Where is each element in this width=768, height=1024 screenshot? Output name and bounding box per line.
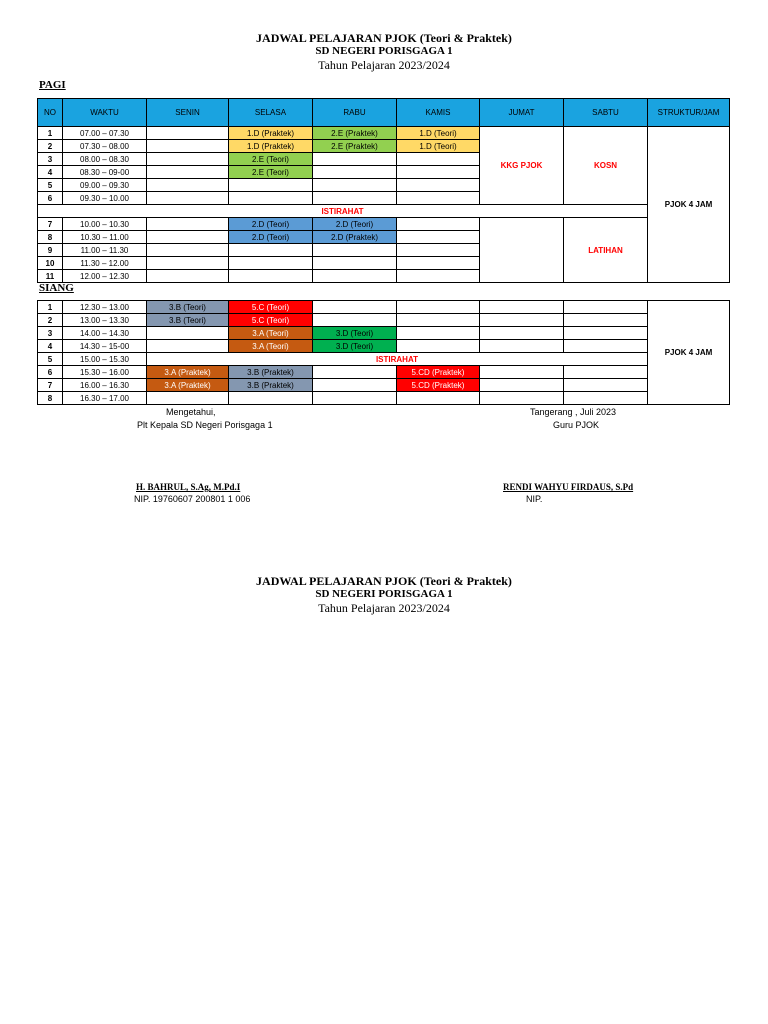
break-label: ISTIRAHAT [147,353,648,366]
cell-kamis [397,179,480,192]
cell-kamis [397,270,480,283]
header-no: NO [38,99,63,127]
cell-rabu [313,392,397,405]
cell-selasa [229,392,313,405]
cell-senin [147,192,229,205]
table-row [38,379,730,392]
row-time: 10.30 – 11.00 [63,231,147,244]
cell-struktur: PJOK 4 JAM [648,127,730,283]
cell-senin [147,270,229,283]
cell-sabtu [564,340,648,353]
row-time: 07.00 – 07.30 [63,127,147,140]
cell-selasa: 3.A (Teori) [229,340,313,353]
row-no: 8 [38,231,63,244]
cell-kamis [397,153,480,166]
row-time: 10.00 – 10.30 [63,218,147,231]
cell-selasa [229,244,313,257]
cell-selasa [229,179,313,192]
section-label-pagi: PAGI [39,79,66,91]
cell-kamis: 5.CD (Praktek) [397,379,480,392]
cell-rabu [313,379,397,392]
header-waktu: WAKTU [63,99,147,127]
cell-kamis [397,192,480,205]
table-row [38,366,730,379]
row-no: 10 [38,257,63,270]
cell-selasa [229,257,313,270]
sig-right-name: RENDI WAHYU FIRDAUS, S.Pd [503,482,634,492]
row-time: 08.30 – 09-00 [63,166,147,179]
cell-kamis [397,392,480,405]
row-time: 13.00 – 13.30 [63,314,147,327]
cell-selasa: 2.D (Teori) [229,218,313,231]
cell-selasa: 5.C (Teori) [229,314,313,327]
cell-rabu [313,153,397,166]
cell-jumat [480,366,564,379]
table-row [38,340,730,353]
header-kamis: KAMIS [397,99,480,127]
cell-rabu: 3.D (Teori) [313,327,397,340]
sig-left-line2: Plt Kepala SD Negeri Porisgaga 1 [137,420,273,430]
row-no: 1 [38,301,63,314]
sig-left-name: H. BAHRUL, S.Ag, M.Pd.I [136,482,241,492]
sig-left-nip: NIP. 19760607 200801 1 006 [134,494,251,504]
cell-senin [147,231,229,244]
cell-senin [147,392,229,405]
cell-kamis [397,257,480,270]
row-no: 3 [38,327,63,340]
cell-rabu [313,366,397,379]
row-time: 16.00 – 16.30 [63,379,147,392]
sig-left-line1: Mengetahui, [166,407,216,417]
cell-selasa: 2.D (Teori) [229,231,313,244]
row-time: 11.00 – 11.30 [63,244,147,257]
cell-senin [147,140,229,153]
cell-kamis [397,340,480,353]
cell-kamis: 5.CD (Praktek) [397,366,480,379]
row-no: 9 [38,244,63,257]
document-title: JADWAL PELAJARAN PJOK (Teori & Praktek) [256,31,512,45]
sig-right-line2: Guru PJOK [553,420,600,430]
cell-sabtu [564,327,648,340]
cell-rabu [313,270,397,283]
cell-senin [147,257,229,270]
cell-senin [147,327,229,340]
cell-kamis [397,244,480,257]
break-row [38,205,730,218]
cell-jumat-kkg: KKG PJOK [480,127,564,205]
cell-selasa: 3.A (Teori) [229,327,313,340]
header-struktur: STRUKTUR/JAM [648,99,730,127]
document-title-2: JADWAL PELAJARAN PJOK (Teori & Praktek) [256,574,512,588]
school-name: SD NEGERI PORISGAGA 1 [315,45,453,57]
header-rabu: RABU [313,99,397,127]
cell-senin [147,153,229,166]
document-header-2 [0,574,768,615]
cell-rabu [313,166,397,179]
cell-rabu [313,192,397,205]
row-no: 1 [38,127,63,140]
cell-senin [147,340,229,353]
cell-selasa [229,192,313,205]
cell-selasa: 5.C (Teori) [229,301,313,314]
cell-kamis: 1.D (Teori) [397,127,480,140]
cell-senin: 3.B (Teori) [147,314,229,327]
cell-selasa: 1.D (Praktek) [229,140,313,153]
cell-jumat [480,379,564,392]
cell-sabtu [564,366,648,379]
cell-kamis [397,218,480,231]
row-time: 12.00 – 12.30 [63,270,147,283]
cell-selasa: 1.D (Praktek) [229,127,313,140]
cell-kamis [397,327,480,340]
row-time: 16.30 – 17.00 [63,392,147,405]
cell-senin [147,218,229,231]
cell-senin: 3.B (Teori) [147,301,229,314]
row-no: 6 [38,192,63,205]
row-no: 8 [38,392,63,405]
cell-rabu: 2.D (Praktek) [313,231,397,244]
cell-kamis [397,301,480,314]
cell-jumat [480,392,564,405]
row-no: 7 [38,379,63,392]
row-no: 2 [38,140,63,153]
cell-rabu: 3.D (Teori) [313,340,397,353]
document-header [0,31,768,72]
cell-rabu [313,257,397,270]
cell-jumat [480,301,564,314]
cell-jumat [480,218,564,283]
break-row [38,353,730,366]
cell-senin [147,244,229,257]
row-no: 4 [38,340,63,353]
cell-rabu [313,301,397,314]
section-label-siang: SIANG [39,282,74,294]
cell-selasa: 3.B (Praktek) [229,366,313,379]
academic-year-2: Tahun Pelajaran 2023/2024 [318,601,450,615]
row-time: 14.00 – 14.30 [63,327,147,340]
academic-year: Tahun Pelajaran 2023/2024 [318,58,450,72]
school-name-2: SD NEGERI PORISGAGA 1 [315,588,453,600]
cell-selasa: 2.E (Teori) [229,166,313,179]
cell-sabtu [564,392,648,405]
cell-sabtu [564,379,648,392]
sig-right-line1: Tangerang , Juli 2023 [530,407,617,417]
row-time: 11.30 – 12.00 [63,257,147,270]
row-no: 2 [38,314,63,327]
cell-rabu [313,244,397,257]
cell-sabtu-latihan: LATIHAN [564,218,648,283]
cell-senin [147,127,229,140]
row-time: 12.30 – 13.00 [63,301,147,314]
cell-kamis: 1.D (Teori) [397,140,480,153]
cell-jumat [480,340,564,353]
cell-kamis [397,166,480,179]
cell-senin [147,166,229,179]
cell-struktur: PJOK 4 JAM [648,301,730,405]
cell-selasa: 2.E (Teori) [229,153,313,166]
header-jumat: JUMAT [480,99,564,127]
schedule-table-pagi [37,98,730,283]
table-row [38,301,730,314]
table-header-row [38,99,730,127]
cell-jumat [480,314,564,327]
break-label: ISTIRAHAT [38,205,648,218]
row-no: 7 [38,218,63,231]
row-no: 5 [38,179,63,192]
row-no: 4 [38,166,63,179]
row-time: 08.00 – 08.30 [63,153,147,166]
table-row [38,392,730,405]
cell-selasa: 3.B (Praktek) [229,379,313,392]
schedule-table-siang [37,300,730,405]
table-row [38,127,730,140]
row-time: 15.00 – 15.30 [63,353,147,366]
cell-kamis [397,314,480,327]
row-no: 3 [38,153,63,166]
cell-sabtu [564,301,648,314]
cell-kamis [397,231,480,244]
cell-sabtu [564,314,648,327]
table-row [38,314,730,327]
cell-jumat [480,327,564,340]
cell-rabu: 2.E (Praktek) [313,140,397,153]
row-no: 6 [38,366,63,379]
table-row [38,218,730,231]
row-time: 09.30 – 10.00 [63,192,147,205]
cell-rabu: 2.D (Teori) [313,218,397,231]
header-senin: SENIN [147,99,229,127]
cell-rabu [313,179,397,192]
row-time: 14.30 – 15-00 [63,340,147,353]
cell-rabu [313,314,397,327]
cell-rabu: 2.E (Praktek) [313,127,397,140]
header-sabtu: SABTU [564,99,648,127]
header-selasa: SELASA [229,99,313,127]
sig-right-nip: NIP. [526,494,543,504]
cell-senin [147,179,229,192]
cell-sabtu-kosn: KOSN [564,127,648,205]
table-row [38,327,730,340]
row-time: 09.00 – 09.30 [63,179,147,192]
row-time: 15.30 – 16.00 [63,366,147,379]
cell-senin: 3.A (Praktek) [147,379,229,392]
cell-selasa [229,270,313,283]
row-no: 5 [38,353,63,366]
row-no: 11 [38,270,63,283]
cell-senin: 3.A (Praktek) [147,366,229,379]
row-time: 07.30 – 08.00 [63,140,147,153]
